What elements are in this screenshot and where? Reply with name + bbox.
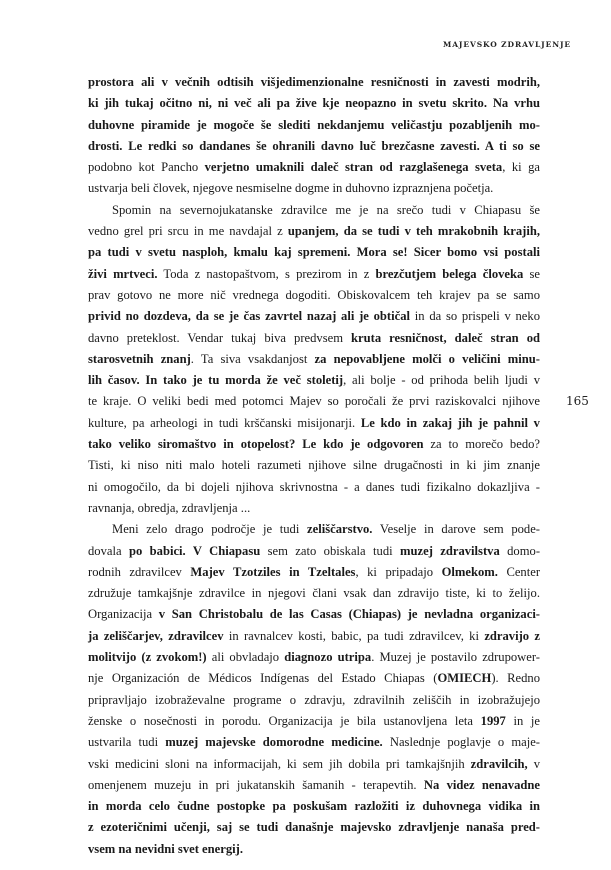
bold-text-run: zeliščarstvo. bbox=[307, 522, 373, 537]
text-line bbox=[88, 391, 540, 412]
text-line bbox=[88, 711, 540, 732]
text-line bbox=[88, 200, 540, 221]
text-run: ni omogočilo, da bi dojeli njihova skrivnostna - a danes tudi fizikalno dokazljiva - bbox=[88, 479, 540, 494]
text-line bbox=[88, 413, 540, 434]
text-line bbox=[88, 690, 540, 711]
text-line bbox=[88, 72, 540, 93]
bold-text-run: upanjem, da se tudi v teh mrakobnih krajih, bbox=[287, 224, 540, 239]
text-run: in je bbox=[505, 713, 540, 728]
bold-text-run: zdravilcih, bbox=[470, 756, 528, 771]
bold-text-run: z ezoteričnimi učenji, saj se tudi današnje majevsko zdravljenje nanaša pred- bbox=[88, 820, 540, 835]
text-run: Toda z nastopaštvom, s prezirom in z bbox=[157, 266, 376, 281]
text-line bbox=[88, 178, 540, 199]
text-run: davno preteklost. Vendar tukaj biva predvsem bbox=[88, 330, 352, 345]
text-line bbox=[88, 583, 540, 604]
bold-text-run: pa tudi v svetu nasploh, kmalu kaj spremeni. Mora se! Sicer bomo vsi postali bbox=[88, 245, 540, 260]
bold-text-run: prostora ali v večnih odtisih višjedimenzionalne resničnosti in zavesti modrih, bbox=[88, 75, 540, 89]
text-run: Meni zelo drago področje je tudi bbox=[112, 522, 308, 537]
text-run: združuje tamkajšnje zdravilce in njegovi člani vsak dan zdravijo tiste, ki to želijo. bbox=[88, 586, 540, 601]
bold-text-run: vsem na nevidni svet energij. bbox=[88, 841, 243, 856]
text-run: rodnih zdravilcev bbox=[88, 564, 191, 579]
text-line bbox=[88, 477, 540, 498]
text-run: kulture, pa arheologi in tudi krščanski misijonarji. bbox=[88, 415, 361, 430]
body-text bbox=[88, 72, 540, 860]
text-line bbox=[88, 541, 540, 562]
text-line bbox=[88, 455, 540, 476]
text-line bbox=[88, 668, 540, 689]
text-run: . Muzej je postavilo zdrupower- bbox=[371, 650, 540, 665]
text-run: , ali bolje - od prihoda belih ljudi v bbox=[343, 373, 540, 388]
bold-text-run: brezčutjem belega človeka bbox=[375, 266, 524, 281]
bold-text-run: duhovne piramide je mogoče še slediti nekdanjemu veličastju pozabljenih mo- bbox=[88, 117, 540, 132]
text-line bbox=[88, 732, 540, 753]
bold-text-run: za nepovabljene molči o veličini minu- bbox=[314, 351, 540, 366]
bold-text-run: Olmekom. bbox=[441, 564, 498, 579]
bold-text-run: živi mrtveci. bbox=[88, 266, 158, 281]
bold-text-run: OMIECH bbox=[437, 671, 492, 686]
text-run: , ki ga bbox=[502, 160, 540, 175]
text-run: domo- bbox=[499, 543, 541, 558]
text-run: nje Organización de Médicos Indígenas del Estado Chiapas ( bbox=[88, 671, 438, 686]
text-run: in ravnalcev kosti, babic, pa tudi zdravilcev, ki bbox=[223, 628, 485, 643]
text-line bbox=[88, 115, 540, 136]
text-line bbox=[88, 157, 540, 178]
text-line bbox=[88, 221, 540, 242]
text-line bbox=[88, 754, 540, 775]
bold-text-run: tako veliko siromaštvo in otopelost? Le kdo je odgovoren bbox=[88, 437, 424, 452]
bold-text-run: lih časov. In tako je tu morda že več stoletij bbox=[88, 373, 344, 388]
bold-text-run: 1997 bbox=[480, 713, 506, 728]
text-line bbox=[88, 434, 540, 455]
text-run: ustvarja beli človek, njegove nesmiselne dogme in duhovno izpraznjena početja. bbox=[88, 181, 494, 196]
text-run: prav gotovo ne more nič vrednega dogoditi. Obiskovalcem teh krajev pa se samo bbox=[88, 287, 540, 302]
running-head: MAJEVSKO ZDRAVLJENJE bbox=[443, 40, 572, 49]
bold-text-run: verjetno umaknili daleč stran od razglašenega sveta bbox=[204, 160, 503, 175]
text-run: Center bbox=[497, 564, 541, 579]
text-run: in da so prispeli v neko bbox=[410, 309, 540, 324]
text-line bbox=[88, 519, 540, 540]
text-run: podobno kot Pancho bbox=[88, 160, 205, 175]
text-run: sem zato obiskala tudi bbox=[260, 543, 401, 558]
bold-text-run: ja zeliščarjev, zdravilcev bbox=[88, 628, 224, 643]
text-run: ali obvladajo bbox=[206, 650, 285, 665]
text-line bbox=[88, 264, 540, 285]
text-line bbox=[88, 775, 540, 796]
bold-text-run: zdravijo z bbox=[484, 628, 540, 643]
text-run: ravnanja, obredja, zdravljenja ... bbox=[88, 500, 251, 515]
text-line bbox=[88, 562, 540, 583]
text-run: Veselje in darove sem pode- bbox=[372, 522, 540, 537]
page-number: 165 bbox=[566, 394, 589, 408]
bold-text-run: po babici. V Chiapasu bbox=[128, 543, 261, 558]
bold-text-run: v San Christobalu de las Casas (Chiapas) je nevladna organizaci- bbox=[158, 607, 541, 622]
text-run: se bbox=[523, 266, 540, 281]
text-run: vedno grel pri srcu in me navdajal z bbox=[88, 224, 288, 239]
text-line bbox=[88, 647, 540, 668]
text-run: Naslednje poglavje o maje- bbox=[382, 735, 541, 750]
bold-text-run: starosvetnih znanj bbox=[88, 351, 191, 366]
text-run: Tisti, ki niso niti malo hoteli razumeti njihove silne drugačnosti in ki jim znanje bbox=[88, 458, 540, 473]
text-run: ženske o nosečnosti in porodu. Organizacija je bila ustanovljena leta bbox=[88, 713, 481, 728]
text-line bbox=[88, 626, 540, 647]
text-run: v bbox=[527, 756, 540, 771]
bold-text-run: Majev Tzotziles in Tzeltales bbox=[190, 564, 356, 579]
text-line bbox=[88, 242, 540, 263]
text-line bbox=[88, 349, 540, 370]
text-line bbox=[88, 285, 540, 306]
bold-text-run: kruta resničnost, daleč stran od bbox=[351, 330, 540, 345]
text-run: omenjenem muzeju in pri jukatanskih šamanih - terapevtih. bbox=[88, 777, 424, 792]
text-run: dovala bbox=[88, 543, 129, 558]
text-line bbox=[88, 817, 540, 838]
bold-text-run: Na videz nenavadne bbox=[423, 777, 540, 792]
text-run: te kraje. O veliki bedi med potomci Majev so poročali že prvi raziskovalci njihove bbox=[88, 394, 540, 409]
text-run: za to morečo bedo? bbox=[423, 437, 541, 452]
text-run: vski medicini sloni na informacijah, ki sem jih dobila pri tamkajšnjih bbox=[88, 756, 471, 771]
bold-text-run: muzej zdravilstva bbox=[400, 543, 500, 558]
bold-text-run: Le kdo in zakaj jih je pahnil v bbox=[360, 415, 540, 430]
text-run: ). Redno bbox=[491, 671, 541, 686]
text-line bbox=[88, 136, 540, 157]
text-line bbox=[88, 306, 540, 327]
text-run: . Ta siva vsakdanjost bbox=[190, 351, 315, 366]
bold-text-run: privid no dozdeva, da se je čas zavrtel nazaj ali je obtičal bbox=[88, 309, 411, 324]
text-run: pripravljajo izobraževalne programe o zdravju, zdravilnih zeliščih in izobražujejo bbox=[88, 692, 540, 707]
text-line bbox=[88, 328, 540, 349]
text-line bbox=[88, 796, 540, 817]
bold-text-run: ki jih tukaj očitno ni, ni več ali pa žive kje neopazno in svetu skrito. Na vrhu bbox=[88, 96, 540, 111]
text-line bbox=[88, 93, 540, 114]
text-line bbox=[88, 839, 540, 860]
bold-text-run: diagnozo utripa bbox=[284, 650, 372, 665]
text-line bbox=[88, 604, 540, 625]
text-run: , ki pripadajo bbox=[355, 564, 442, 579]
bold-text-run: in morda celo čudne postopke pa poskušam razložiti iz duhovnega vidika in bbox=[88, 799, 540, 814]
text-run: Organizacija bbox=[88, 607, 159, 622]
text-run: ustvarila tudi bbox=[88, 735, 166, 750]
text-run: Spomin na severnojukatanske zdravilce me je na srečo tudi v Chiapasu še bbox=[112, 202, 540, 217]
bold-text-run: muzej majevske domorodne medicine. bbox=[165, 735, 383, 750]
text-line bbox=[88, 370, 540, 391]
bold-text-run: drosti. Le redki so dandanes še ohranili davno luč brezčasne zavesti. A ti so se bbox=[88, 138, 540, 153]
bold-text-run: molitvijo (z zvokom!) bbox=[88, 650, 207, 665]
text-line bbox=[88, 498, 540, 519]
